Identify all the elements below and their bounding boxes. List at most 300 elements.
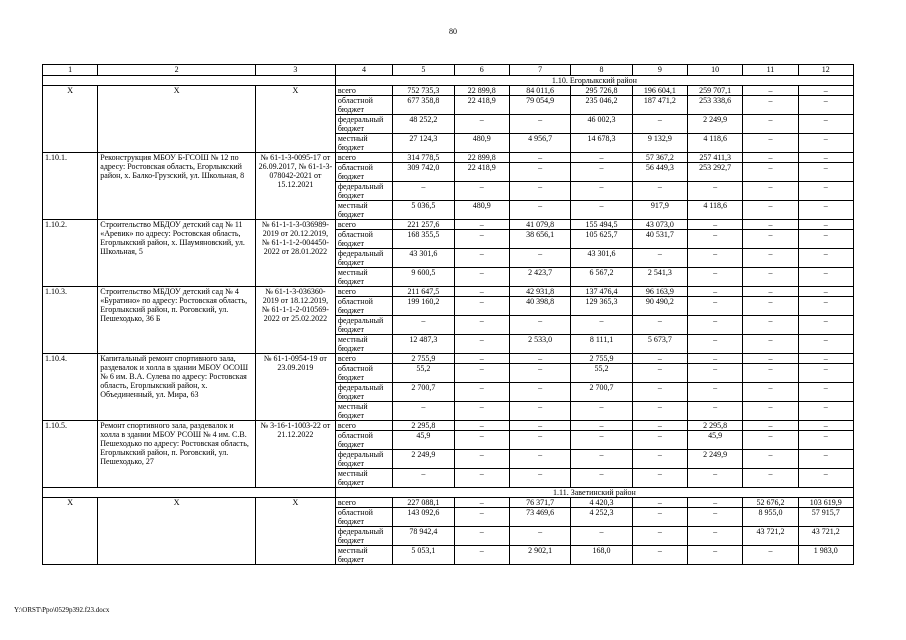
table-row	[43, 354, 854, 364]
value-cell: –	[571, 153, 632, 163]
value-cell: –	[688, 335, 743, 354]
value-cell: –	[688, 402, 743, 421]
header-cell-7: 7	[509, 65, 570, 76]
funding-category: всего	[335, 354, 392, 364]
value-cell: –	[743, 421, 798, 431]
value-cell: –	[509, 153, 570, 163]
value-cell: –	[743, 182, 798, 201]
item-document: № 3-16-1-1003-22 от 21.12.2022	[255, 421, 335, 488]
value-cell: 14 678,3	[571, 134, 632, 153]
value-cell: –	[743, 335, 798, 354]
summary-marker-2: Х	[98, 86, 256, 153]
summary-row	[43, 498, 854, 508]
value-cell: –	[798, 431, 853, 450]
item-number: 1.10.5.	[43, 421, 98, 488]
value-cell: –	[688, 354, 743, 364]
value-cell: –	[632, 527, 687, 546]
value-cell: –	[743, 383, 798, 402]
value-cell: –	[509, 201, 570, 220]
value-cell: 45,9	[393, 431, 454, 450]
header-cell-5: 5	[393, 65, 454, 76]
funding-category: федеральный бюджет	[335, 316, 392, 335]
item-number: 1.10.2.	[43, 220, 98, 287]
value-cell: –	[688, 249, 743, 268]
value-cell: –	[798, 201, 853, 220]
value-cell: –	[743, 115, 798, 134]
value-cell: –	[688, 287, 743, 297]
value-cell: 2 755,9	[571, 354, 632, 364]
value-cell: –	[632, 498, 687, 508]
value-cell: –	[571, 402, 632, 421]
value-cell: –	[798, 450, 853, 469]
value-cell: 155 494,5	[571, 220, 632, 230]
value-cell: 2 700,7	[393, 383, 454, 402]
item-document: № 61-1-0954-19 от 23.09.2019	[255, 354, 335, 421]
value-cell: –	[454, 182, 509, 201]
value-cell: –	[798, 335, 853, 354]
funding-category: местный бюджет	[335, 134, 392, 153]
value-cell: –	[454, 498, 509, 508]
value-cell: –	[454, 383, 509, 402]
value-cell: –	[798, 316, 853, 335]
footer-file-path: Y:\ORST\Ppo\0529p392.f23.docx	[14, 606, 110, 614]
value-cell: –	[454, 335, 509, 354]
funding-category: всего	[335, 220, 392, 230]
value-cell: –	[393, 402, 454, 421]
value-cell: –	[571, 316, 632, 335]
value-cell: –	[798, 354, 853, 364]
header-cell-4: 4	[335, 65, 392, 76]
value-cell: –	[571, 469, 632, 488]
value-cell: 752 735,3	[393, 86, 454, 96]
value-cell: –	[743, 297, 798, 316]
funding-category: областной бюджет	[335, 230, 392, 249]
value-cell: 129 365,3	[571, 297, 632, 316]
header-row	[43, 65, 854, 76]
section-spacer	[43, 76, 336, 86]
value-cell: –	[798, 153, 853, 163]
value-cell: 4 956,7	[509, 134, 570, 153]
value-cell: –	[454, 220, 509, 230]
value-cell: –	[571, 450, 632, 469]
value-cell: –	[798, 268, 853, 287]
funding-category: местный бюджет	[335, 335, 392, 354]
funding-category: областной бюджет	[335, 297, 392, 316]
value-cell: 5 673,7	[632, 335, 687, 354]
value-cell: –	[688, 268, 743, 287]
value-cell: 211 647,5	[393, 287, 454, 297]
funding-category: федеральный бюджет	[335, 383, 392, 402]
value-cell: –	[454, 508, 509, 527]
value-cell: 105 625,7	[571, 230, 632, 249]
item-name: Строительство МБДОУ детский сад № 11 «Аревик» по адресу: Ростовская область, Егорлыкский район, х. Шаумяновский, ул. Школьная, 5	[98, 220, 256, 287]
funding-category: местный бюджет	[335, 201, 392, 220]
value-cell: –	[632, 249, 687, 268]
value-cell: –	[454, 421, 509, 431]
funding-category: федеральный бюджет	[335, 115, 392, 134]
table-row	[43, 153, 854, 163]
funding-category: всего	[335, 498, 392, 508]
value-cell: –	[571, 163, 632, 182]
value-cell: –	[632, 115, 687, 134]
value-cell: 8 955,0	[743, 508, 798, 527]
value-cell: –	[798, 364, 853, 383]
value-cell: –	[688, 546, 743, 565]
section-spacer	[43, 488, 336, 498]
value-cell: –	[743, 163, 798, 182]
value-cell: 84 011,6	[509, 86, 570, 96]
value-cell: –	[509, 450, 570, 469]
funding-category: всего	[335, 153, 392, 163]
value-cell: –	[454, 316, 509, 335]
funding-category: федеральный бюджет	[335, 182, 392, 201]
value-cell: 43 301,6	[393, 249, 454, 268]
header-cell-8: 8	[571, 65, 632, 76]
value-cell: –	[571, 431, 632, 450]
value-cell: –	[632, 469, 687, 488]
funding-category: областной бюджет	[335, 96, 392, 115]
value-cell: –	[798, 287, 853, 297]
value-cell: –	[798, 230, 853, 249]
value-cell: –	[798, 86, 853, 96]
header-cell-9: 9	[632, 65, 687, 76]
value-cell: 57 915,7	[798, 508, 853, 527]
value-cell: –	[743, 469, 798, 488]
value-cell: 40 531,7	[632, 230, 687, 249]
value-cell: 8 111,1	[571, 335, 632, 354]
funding-category: местный бюджет	[335, 546, 392, 565]
value-cell: 253 292,7	[688, 163, 743, 182]
page-number: 80	[449, 27, 457, 36]
value-cell: –	[688, 220, 743, 230]
value-cell: 4 252,3	[571, 508, 632, 527]
value-cell: –	[743, 402, 798, 421]
value-cell: 55,2	[571, 364, 632, 383]
value-cell: 6 567,2	[571, 268, 632, 287]
value-cell: 199 160,2	[393, 297, 454, 316]
value-cell: –	[798, 134, 853, 153]
header-cell-12: 12	[798, 65, 853, 76]
value-cell: 5 053,1	[393, 546, 454, 565]
value-cell: –	[393, 469, 454, 488]
value-cell: 2 249,9	[688, 450, 743, 469]
value-cell: 137 476,4	[571, 287, 632, 297]
value-cell: 2 755,9	[393, 354, 454, 364]
value-cell: –	[798, 297, 853, 316]
table-row	[43, 421, 854, 431]
value-cell: 2 423,7	[509, 268, 570, 287]
value-cell: –	[743, 546, 798, 565]
value-cell: 96 163,9	[632, 287, 687, 297]
value-cell: –	[454, 450, 509, 469]
value-cell: –	[743, 249, 798, 268]
value-cell: –	[571, 421, 632, 431]
item-number: 1.10.3.	[43, 287, 98, 354]
value-cell: –	[509, 383, 570, 402]
value-cell: –	[798, 96, 853, 115]
summary-marker-1: Х	[43, 86, 98, 153]
value-cell: 43 721,2	[743, 527, 798, 546]
header-cell-6: 6	[454, 65, 509, 76]
item-number: 1.10.4.	[43, 354, 98, 421]
value-cell: 90 490,2	[632, 297, 687, 316]
table-body	[43, 65, 854, 565]
value-cell: –	[571, 201, 632, 220]
value-cell: –	[798, 163, 853, 182]
value-cell: 917,9	[632, 201, 687, 220]
value-cell: 38 656,1	[509, 230, 570, 249]
value-cell: –	[743, 96, 798, 115]
value-cell: 257 411,3	[688, 153, 743, 163]
value-cell: 27 124,3	[393, 134, 454, 153]
funding-category: всего	[335, 421, 392, 431]
value-cell: 143 092,6	[393, 508, 454, 527]
value-cell: –	[688, 469, 743, 488]
value-cell: –	[632, 508, 687, 527]
value-cell: –	[798, 421, 853, 431]
value-cell: –	[632, 450, 687, 469]
value-cell: –	[798, 383, 853, 402]
value-cell: 43 073,0	[632, 220, 687, 230]
value-cell: –	[509, 469, 570, 488]
value-cell: –	[743, 450, 798, 469]
summary-marker-3: Х	[255, 498, 335, 565]
value-cell: 22 418,9	[454, 96, 509, 115]
value-cell: –	[454, 364, 509, 383]
value-cell: –	[509, 182, 570, 201]
value-cell: –	[798, 249, 853, 268]
value-cell: –	[571, 527, 632, 546]
summary-marker-3: Х	[255, 86, 335, 153]
value-cell: 12 487,3	[393, 335, 454, 354]
value-cell: 196 604,1	[632, 86, 687, 96]
header-cell-3: 3	[255, 65, 335, 76]
value-cell: 259 707,1	[688, 86, 743, 96]
summary-marker-2: Х	[98, 498, 256, 565]
value-cell: –	[798, 220, 853, 230]
value-cell: 168,0	[571, 546, 632, 565]
value-cell: –	[743, 316, 798, 335]
value-cell: 480,9	[454, 201, 509, 220]
item-name: Ремонт спортивного зала, раздевалок и холла в здании МБОУ РСОШ № 4 им. С.В. Пешеходько по адресу: Ростовская область, Егорлыкский район, п. Роговский, ул. Пешеходько, 27	[98, 421, 256, 488]
value-cell: 2 249,9	[688, 115, 743, 134]
funding-category: областной бюджет	[335, 163, 392, 182]
value-cell: –	[743, 220, 798, 230]
value-cell: –	[454, 115, 509, 134]
section-title: 1.11. Заветинский район	[335, 488, 853, 498]
value-cell: –	[798, 115, 853, 134]
value-cell: –	[393, 316, 454, 335]
budget-table	[42, 64, 854, 565]
value-cell: 227 088,1	[393, 498, 454, 508]
table-row	[43, 287, 854, 297]
value-cell: 57 367,2	[632, 153, 687, 163]
funding-category: областной бюджет	[335, 508, 392, 527]
value-cell: 480,9	[454, 134, 509, 153]
value-cell: –	[393, 182, 454, 201]
value-cell: –	[688, 527, 743, 546]
value-cell: –	[743, 201, 798, 220]
value-cell: 78 942,4	[393, 527, 454, 546]
value-cell: 314 778,5	[393, 153, 454, 163]
value-cell: –	[688, 316, 743, 335]
item-document: № 61-1-3-0095-17 от 26.09.2017, № 61-1-3-078042-2021 от 15.12.2021	[255, 153, 335, 220]
value-cell: 187 471,2	[632, 96, 687, 115]
value-cell: –	[509, 421, 570, 431]
item-document: № 61-1-3-036360-2019 от 18.12.2019, № 61-1-1-2-010569-2022 от 25.02.2022	[255, 287, 335, 354]
value-cell: –	[632, 354, 687, 364]
value-cell: 76 371,7	[509, 498, 570, 508]
value-cell: –	[571, 182, 632, 201]
value-cell: 9 132,9	[632, 134, 687, 153]
value-cell: 2 700,7	[571, 383, 632, 402]
value-cell: 9 600,5	[393, 268, 454, 287]
value-cell: 55,2	[393, 364, 454, 383]
value-cell: –	[632, 421, 687, 431]
value-cell: –	[798, 182, 853, 201]
value-cell: 22 899,8	[454, 153, 509, 163]
value-cell: 5 036,5	[393, 201, 454, 220]
value-cell: 22 899,8	[454, 86, 509, 96]
value-cell: –	[743, 153, 798, 163]
value-cell: –	[454, 469, 509, 488]
header-cell-2: 2	[98, 65, 256, 76]
value-cell: 2 295,8	[688, 421, 743, 431]
table-row	[43, 220, 854, 230]
value-cell: 22 418,9	[454, 163, 509, 182]
value-cell: –	[454, 297, 509, 316]
value-cell: 103 619,9	[798, 498, 853, 508]
value-cell: –	[743, 354, 798, 364]
value-cell: –	[688, 508, 743, 527]
header-cell-11: 11	[743, 65, 798, 76]
section-title: 1.10. Егорлыкский район	[335, 76, 853, 86]
value-cell: –	[632, 431, 687, 450]
header-cell-1: 1	[43, 65, 98, 76]
value-cell: –	[454, 268, 509, 287]
funding-category: всего	[335, 287, 392, 297]
value-cell: –	[454, 287, 509, 297]
value-cell: 42 931,8	[509, 287, 570, 297]
value-cell: 677 358,8	[393, 96, 454, 115]
section-row	[43, 76, 854, 86]
value-cell: –	[509, 316, 570, 335]
value-cell: –	[688, 364, 743, 383]
value-cell: 309 742,0	[393, 163, 454, 182]
value-cell: –	[509, 402, 570, 421]
value-cell: 73 469,6	[509, 508, 570, 527]
value-cell: –	[743, 431, 798, 450]
value-cell: –	[454, 431, 509, 450]
value-cell: 2 902,1	[509, 546, 570, 565]
summary-marker-1: Х	[43, 498, 98, 565]
value-cell: 79 054,9	[509, 96, 570, 115]
item-document: № 61-1-1-3-036989-2019 от 20.12.2019, № 61-1-1-2-004450-2022 от 28.01.2022	[255, 220, 335, 287]
value-cell: –	[632, 316, 687, 335]
value-cell: 2 295,8	[393, 421, 454, 431]
value-cell: –	[632, 546, 687, 565]
funding-category: областной бюджет	[335, 364, 392, 383]
header-cell-10: 10	[688, 65, 743, 76]
value-cell: 253 338,6	[688, 96, 743, 115]
value-cell: –	[509, 163, 570, 182]
funding-category: федеральный бюджет	[335, 527, 392, 546]
item-number: 1.10.1.	[43, 153, 98, 220]
funding-category: всего	[335, 86, 392, 96]
value-cell: –	[743, 268, 798, 287]
value-cell: –	[509, 354, 570, 364]
funding-category: местный бюджет	[335, 402, 392, 421]
value-cell: –	[509, 431, 570, 450]
funding-category: федеральный бюджет	[335, 249, 392, 268]
value-cell: 2 541,3	[632, 268, 687, 287]
value-cell: –	[509, 364, 570, 383]
value-cell: –	[688, 297, 743, 316]
value-cell: –	[688, 498, 743, 508]
funding-category: областной бюджет	[335, 431, 392, 450]
value-cell: –	[632, 364, 687, 383]
value-cell: –	[454, 527, 509, 546]
value-cell: –	[454, 402, 509, 421]
value-cell: –	[632, 182, 687, 201]
value-cell: –	[743, 86, 798, 96]
value-cell: –	[454, 249, 509, 268]
value-cell: 2 249,9	[393, 450, 454, 469]
value-cell: 4 118,6	[688, 201, 743, 220]
funding-category: местный бюджет	[335, 268, 392, 287]
value-cell: –	[509, 527, 570, 546]
value-cell: 46 002,3	[571, 115, 632, 134]
item-name: Строительство МБДОУ детский сад № 4 «Буратино» по адресу: Ростовская область, Егорлыкский район, п. Роговский, ул. Пешеходько, 36 Б	[98, 287, 256, 354]
value-cell: –	[743, 134, 798, 153]
value-cell: 41 079,8	[509, 220, 570, 230]
value-cell: –	[798, 402, 853, 421]
value-cell: 295 726,8	[571, 86, 632, 96]
value-cell: –	[743, 230, 798, 249]
funding-category: местный бюджет	[335, 469, 392, 488]
value-cell: 235 046,2	[571, 96, 632, 115]
value-cell: 43 301,6	[571, 249, 632, 268]
value-cell: 40 398,8	[509, 297, 570, 316]
item-name: Капитальный ремонт спортивного зала, раздевалок и холла в здании МБОУ ОСОШ № 6 им. В.А. Сулева по адресу: Ростовская область, Егорлыкский район, х. Объединенный, ул. Мира, 63	[98, 354, 256, 421]
value-cell: –	[632, 402, 687, 421]
value-cell: 43 721,2	[798, 527, 853, 546]
value-cell: 168 355,5	[393, 230, 454, 249]
value-cell: 45,9	[688, 431, 743, 450]
value-cell: –	[632, 383, 687, 402]
item-name: Реконструкция МБОУ Б-ГСОШ № 12 по адресу: Ростовская область, Егорлыкский район, х. Балко-Грузский, ул. Школьная, 8	[98, 153, 256, 220]
value-cell: 1 983,0	[798, 546, 853, 565]
value-cell: –	[743, 287, 798, 297]
value-cell: –	[509, 249, 570, 268]
value-cell: –	[743, 364, 798, 383]
value-cell: 52 676,2	[743, 498, 798, 508]
section-row	[43, 488, 854, 498]
value-cell: 2 533,0	[509, 335, 570, 354]
summary-row	[43, 86, 854, 96]
value-cell: 4 118,6	[688, 134, 743, 153]
value-cell: –	[454, 354, 509, 364]
value-cell: 4 420,3	[571, 498, 632, 508]
value-cell: –	[798, 469, 853, 488]
funding-category: федеральный бюджет	[335, 450, 392, 469]
value-cell: –	[688, 182, 743, 201]
value-cell: –	[454, 230, 509, 249]
value-cell: 221 257,6	[393, 220, 454, 230]
value-cell: 48 252,2	[393, 115, 454, 134]
value-cell: –	[509, 115, 570, 134]
value-cell: –	[454, 546, 509, 565]
